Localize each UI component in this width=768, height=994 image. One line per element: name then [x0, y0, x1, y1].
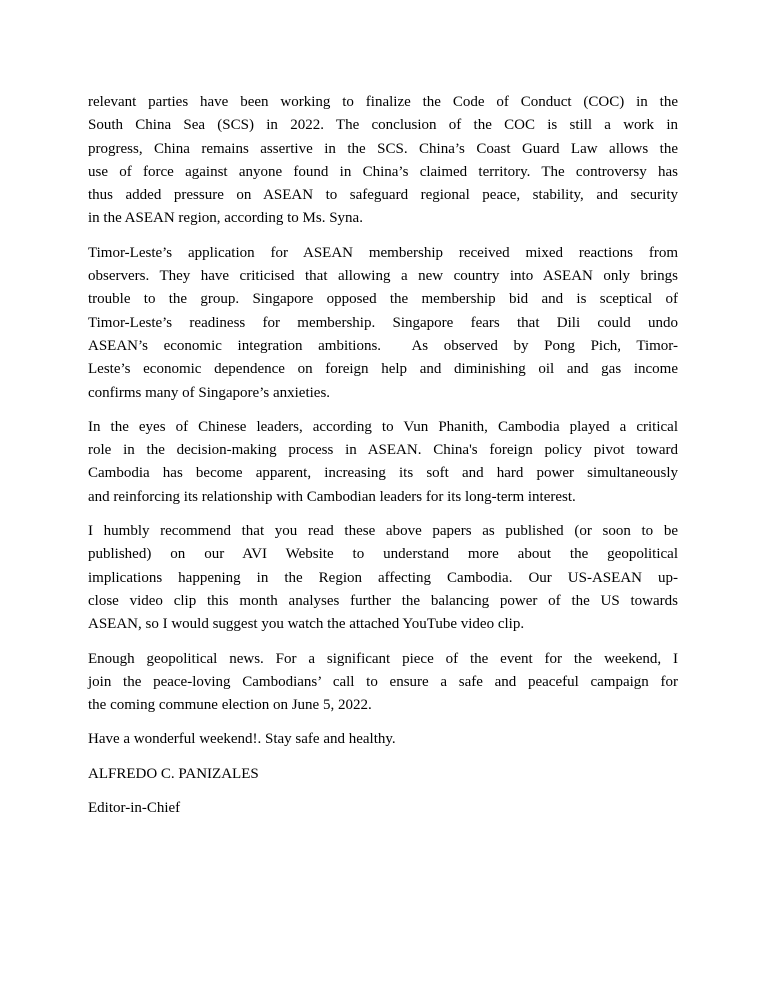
para-timor-leste — [88, 242, 678, 405]
text-line: thus added pressure on ASEAN to safeguard regional peace, stability, and security — [88, 187, 678, 204]
para-well-wishes — [88, 728, 678, 751]
text-line: Cambodia has become apparent, increasing its soft and hard power simultaneously — [88, 465, 678, 482]
text-line: observers. They have criticised that allowing a new country into ASEAN only brings — [88, 268, 678, 285]
text-line: Editor-in-Chief — [88, 800, 181, 817]
text-line: Have a wonderful weekend!. Stay safe and healthy. — [88, 731, 396, 748]
para-commune-election — [88, 648, 678, 718]
text-line: Timor-Leste’s application for ASEAN membership received mixed reactions from — [88, 244, 678, 261]
text-line: ALFREDO C. PANIZALES — [88, 765, 259, 782]
text-line: use of force against anyone found in China’s claimed territory. The controversy has — [88, 163, 678, 180]
letter-body — [88, 91, 678, 831]
text-line: ASEAN, so I would suggest you watch the attached YouTube video clip. — [88, 616, 525, 633]
text-line: Enough geopolitical news. For a significant piece of the event for the weekend, I — [88, 650, 678, 667]
text-line: implications happening in the Region affecting Cambodia. Our US-ASEAN up- — [88, 569, 678, 586]
signature-name — [88, 763, 678, 786]
text-line: role in the decision-making process in ASEAN. China's foreign policy pivot toward — [88, 442, 678, 459]
text-line: in the ASEAN region, according to Ms. Syna. — [88, 210, 363, 227]
text-line: Leste’s economic dependence on foreign help and diminishing oil and gas income — [88, 361, 678, 378]
text-line: South China Sea (SCS) in 2022. The conclusion of the COC is still a work in — [88, 117, 678, 134]
text-line: ASEAN’s economic integration ambitions. As observed by Pong Pich, Timor- — [88, 337, 678, 354]
text-line: confirms many of Singapore’s anxieties. — [88, 384, 331, 401]
text-line: published) on our AVI Website to understand more about the geopolitical — [88, 546, 678, 563]
text-line: join the peace-loving Cambodians’ call to ensure a safe and peaceful campaign for — [88, 673, 678, 690]
text-line: Timor-Leste’s readiness for membership. Singapore fears that Dili could undo — [88, 314, 678, 331]
para-coc-scs — [88, 91, 678, 231]
signature-title — [88, 797, 678, 820]
para-recommendation — [88, 520, 678, 636]
text-line: In the eyes of Chinese leaders, according to Vun Phanith, Cambodia played a critical — [88, 418, 678, 435]
text-line: the coming commune election on June 5, 2022. — [88, 697, 372, 714]
text-line: relevant parties have been working to finalize the Code of Conduct (COC) in the — [88, 94, 678, 110]
text-line: trouble to the group. Singapore opposed the membership bid and is sceptical of — [88, 291, 678, 308]
text-line: I humbly recommend that you read these above papers as published (or soon to be — [88, 523, 678, 540]
para-chinese-leaders — [88, 416, 678, 509]
text-line: progress, China remains assertive in the SCS. China’s Coast Guard Law allows the — [88, 140, 678, 157]
text-line: close video clip this month analyses further the balancing power of the US towards — [88, 592, 678, 609]
text-line: and reinforcing its relationship with Cambodian leaders for its long-term interest. — [88, 488, 576, 505]
